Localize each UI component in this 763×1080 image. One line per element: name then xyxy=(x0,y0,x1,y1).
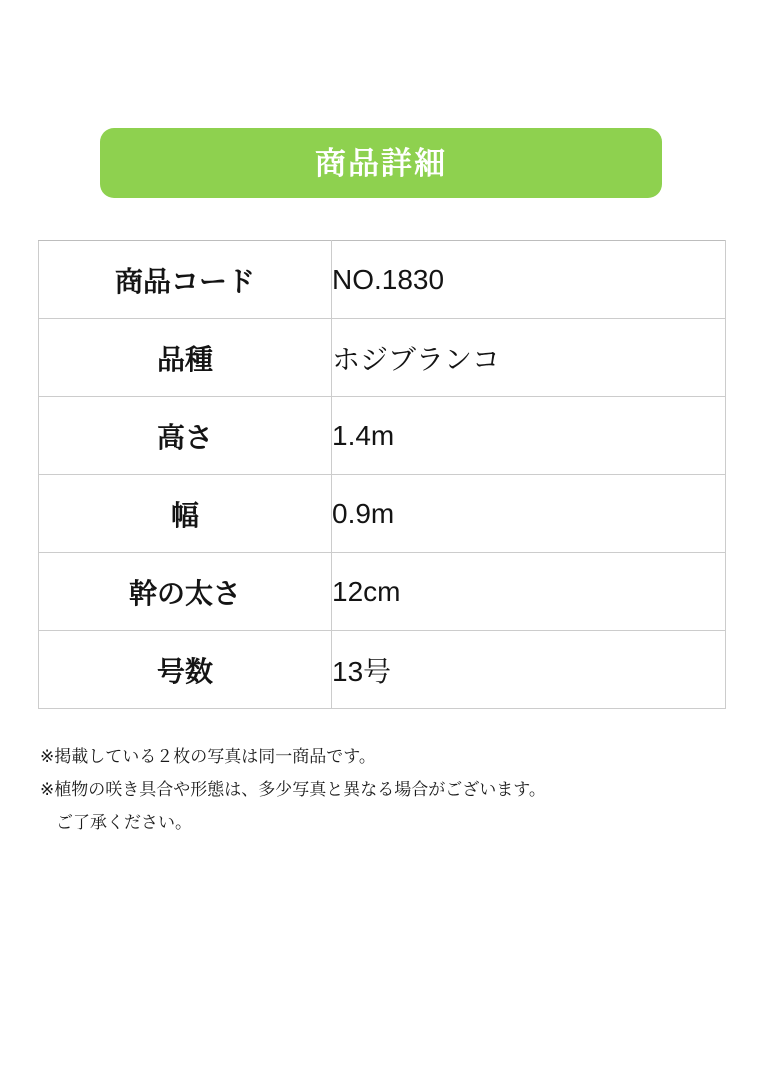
spec-label-variety: 品種 xyxy=(39,319,332,397)
spec-value-trunk-thickness: 12cm xyxy=(332,553,726,631)
spec-label-product-code: 商品コード xyxy=(39,241,332,319)
table-row xyxy=(39,397,726,475)
spec-value-pot-size: 13号 xyxy=(332,631,726,709)
note-line-2: ※植物の咲き具合や形態は、多少写真と異なる場合がございます。 xyxy=(40,780,546,800)
table-row xyxy=(39,241,726,319)
section-title-banner xyxy=(100,128,662,198)
spec-value-height: 1.4m xyxy=(332,397,726,475)
spec-label-pot-size: 号数 xyxy=(39,631,332,709)
spec-label-width: 幅 xyxy=(39,475,332,553)
banner-background xyxy=(100,128,662,198)
spec-value-width: 0.9m xyxy=(332,475,726,553)
table-row xyxy=(39,553,726,631)
note-line-1: ※掲載している２枚の写真は同一商品です。 xyxy=(40,747,376,766)
table-row xyxy=(39,631,726,709)
spec-value-product-code: NO.1830 xyxy=(332,241,726,319)
product-spec-table xyxy=(38,240,726,709)
spec-value-variety: ホジブランコ xyxy=(332,319,726,397)
table-row xyxy=(39,475,726,553)
note-line-3: ご了承ください。 xyxy=(56,813,192,833)
banner-title-text: 商品詳細 xyxy=(315,145,447,181)
spec-label-height: 高さ xyxy=(39,397,332,475)
spec-label-trunk-thickness: 幹の太さ xyxy=(39,553,332,631)
table-row xyxy=(39,319,726,397)
notes-block xyxy=(40,740,730,839)
